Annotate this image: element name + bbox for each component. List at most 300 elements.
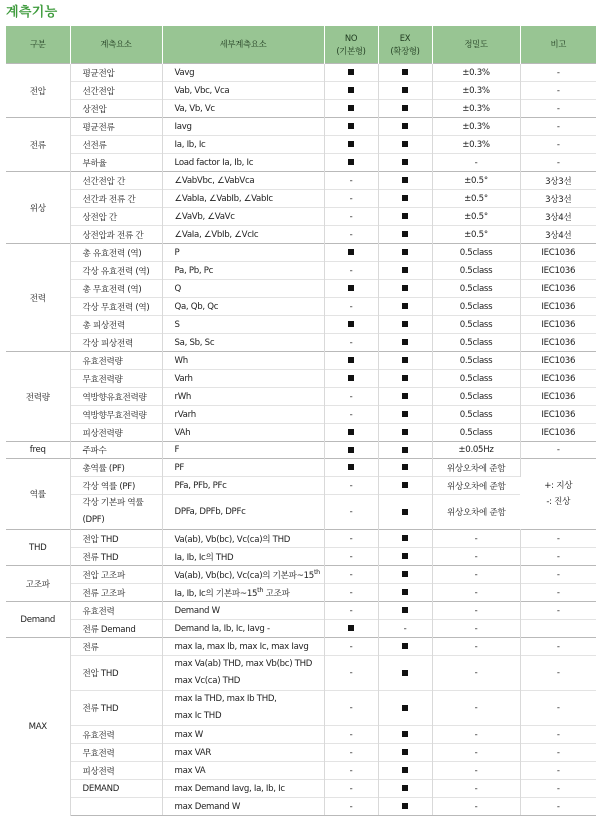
no-cell: [324, 691, 378, 726]
ex-cell: [378, 280, 432, 298]
ex-cell: [378, 638, 432, 656]
item-cell: [70, 762, 162, 780]
no-cell: [324, 118, 378, 136]
item-cell: [70, 370, 162, 388]
no-cell: [324, 334, 378, 352]
detail-cell: [162, 602, 324, 620]
note-cell: IEC1036: [520, 406, 596, 424]
filled-square-icon: [402, 339, 408, 345]
table-row: [6, 298, 596, 316]
ex-cell: [378, 388, 432, 406]
group-label: THD: [6, 530, 70, 566]
no-cell: [324, 280, 378, 298]
item-cell: [70, 316, 162, 334]
detail-cell: [162, 172, 324, 190]
header-note: 비고: [520, 26, 596, 64]
accuracy-cell: ±0.3%: [432, 64, 520, 82]
ex-cell: [378, 208, 432, 226]
detail-text: Va, Vb, Vc: [174, 103, 215, 114]
item-text: 각상 역률 (PF): [82, 481, 136, 492]
accuracy-cell: 0.5class: [432, 316, 520, 334]
table-row: [6, 548, 596, 566]
filled-square-icon: [402, 785, 408, 791]
filled-square-icon: [402, 571, 408, 577]
accuracy-cell: ±0.5°: [432, 226, 520, 244]
detail-cell: [162, 744, 324, 762]
item-cell: [70, 298, 162, 316]
detail-text: Ia, Ib, Ic: [174, 139, 206, 150]
ex-cell: [378, 100, 432, 118]
accuracy-cell: -: [432, 656, 520, 691]
filled-square-icon: [402, 553, 408, 559]
table-row: [6, 100, 596, 118]
note-cell: -: [520, 100, 596, 118]
filled-square-icon: [348, 249, 354, 255]
item-cell: [70, 424, 162, 442]
ex-cell: [378, 602, 432, 620]
ex-cell: [378, 477, 432, 495]
item-text: 부하율: [82, 158, 107, 169]
note-line1: +: 지상: [544, 481, 573, 491]
filled-square-icon: [348, 625, 354, 631]
detail-cell: [162, 136, 324, 154]
filled-square-icon: [402, 195, 408, 201]
detail-cell: [162, 691, 324, 726]
detail-cell: [162, 442, 324, 459]
no-cell-text: -: [349, 337, 353, 348]
note-cell: IEC1036: [520, 352, 596, 370]
detail-text: DPFa, DPFb, DPFc: [174, 507, 246, 517]
table-row: [6, 762, 596, 780]
item-line1: 각상 기본파 역률: [82, 498, 144, 508]
no-cell: [324, 459, 378, 477]
item-text: 각상 무효전력 (역): [82, 302, 150, 313]
table-row: [6, 424, 596, 442]
item-text: 각상 피상전력: [82, 338, 133, 349]
no-cell: [324, 298, 378, 316]
no-cell-text: -: [349, 587, 353, 598]
filled-square-icon: [402, 375, 408, 381]
detail-text: max Demand W: [174, 801, 241, 812]
no-cell: [324, 762, 378, 780]
detail-text: Sa, Sb, Sc: [174, 337, 215, 348]
accuracy-cell: 위상오차에 준함: [432, 459, 520, 477]
accuracy-cell: ±0.5°: [432, 208, 520, 226]
item-cell: [70, 602, 162, 620]
detail-cell: [162, 262, 324, 280]
detail-text: Varh: [174, 373, 193, 384]
no-cell-text: -: [349, 480, 353, 491]
filled-square-icon: [402, 464, 408, 470]
accuracy-cell: ±0.3%: [432, 118, 520, 136]
filled-square-icon: [348, 464, 354, 470]
no-cell-text: -: [349, 703, 353, 713]
no-cell-text: -: [349, 551, 353, 562]
note-cell: -: [520, 442, 596, 459]
filled-square-icon: [348, 429, 354, 435]
item-cell: [70, 352, 162, 370]
detail-cell: [162, 548, 324, 566]
table-row: [6, 530, 596, 548]
item-text: 평균전압: [82, 68, 115, 79]
detail-cell: [162, 298, 324, 316]
accuracy-cell: -: [432, 762, 520, 780]
item-cell: [70, 64, 162, 82]
no-cell: [324, 136, 378, 154]
detail-text: max VA: [174, 765, 206, 776]
detail-text: Ia, Ib, Ic의 기본파~15: [174, 588, 258, 599]
note-cell: IEC1036: [520, 262, 596, 280]
no-cell: [324, 495, 378, 530]
header-ex-line1: EX: [399, 32, 411, 43]
detail-cell: [162, 334, 324, 352]
filled-square-icon: [402, 509, 408, 515]
no-cell: [324, 316, 378, 334]
detail-text: Va(ab), Vb(bc), Vc(ca)의 기본파~15: [174, 570, 314, 581]
accuracy-cell: ±0.3%: [432, 136, 520, 154]
table-row: [6, 334, 596, 352]
accuracy-cell: -: [432, 691, 520, 726]
accuracy-cell: ±0.5°: [432, 190, 520, 208]
item-text: 역방향무효전력량: [82, 410, 147, 421]
filled-square-icon: [348, 321, 354, 327]
note-cell: -: [520, 691, 596, 726]
no-cell-text: -: [349, 193, 353, 204]
no-cell: [324, 530, 378, 548]
group-label: freq: [6, 442, 70, 459]
item-cell: [70, 262, 162, 280]
accuracy-cell: ±0.3%: [432, 82, 520, 100]
detail-text: Q: [174, 283, 181, 294]
table-row: [6, 406, 596, 424]
note-cell: -: [520, 726, 596, 744]
item-text: 총역률 (PF): [82, 463, 125, 474]
table-row: [6, 262, 596, 280]
no-cell: [324, 744, 378, 762]
group-label: Demand: [6, 602, 70, 638]
note-cell: IEC1036: [520, 424, 596, 442]
header-no-line2: (기본형): [336, 45, 366, 56]
ex-cell: [378, 459, 432, 477]
table-row: [6, 620, 596, 638]
ex-cell: [378, 406, 432, 424]
note-cell: -: [520, 64, 596, 82]
detail-cell: [162, 280, 324, 298]
table-row: [6, 154, 596, 172]
note-cell: IEC1036: [520, 280, 596, 298]
item-cell: [70, 638, 162, 656]
item-text: 전류 THD: [82, 704, 119, 714]
filled-square-icon: [402, 429, 408, 435]
table-row: [6, 602, 596, 620]
accuracy-cell: ±0.05Hz: [432, 442, 520, 459]
group-label: MAX: [6, 638, 70, 816]
no-cell: [324, 602, 378, 620]
no-cell-text: -: [349, 265, 353, 276]
accuracy-cell: 0.5class: [432, 334, 520, 352]
detail-line1: max Va(ab) THD, max Vb(bc) THD: [174, 659, 313, 669]
detail-text: F: [174, 445, 180, 455]
item-text: 상전압: [82, 104, 107, 115]
table-row: [6, 190, 596, 208]
ex-cell: [378, 584, 432, 602]
filled-square-icon: [402, 69, 408, 75]
filled-square-icon: [402, 87, 408, 93]
group-label: 고조파: [6, 566, 70, 602]
no-cell: [324, 352, 378, 370]
detail-cell: [162, 726, 324, 744]
table-row: [6, 495, 596, 530]
no-cell: [324, 477, 378, 495]
filled-square-icon: [402, 803, 408, 809]
detail-cell: [162, 64, 324, 82]
detail-text: max Ia, max Ib, max Ic, max Iavg: [174, 641, 309, 652]
note-cell: IEC1036: [520, 334, 596, 352]
no-cell-text: -: [349, 605, 353, 616]
table-row: [6, 566, 596, 584]
ex-cell: [378, 656, 432, 691]
ex-cell: [378, 334, 432, 352]
note-cell: -: [520, 118, 596, 136]
ex-cell: [378, 136, 432, 154]
detail-line2: max Vc(ca) THD: [174, 676, 241, 686]
header-item: 계측요소: [70, 26, 162, 64]
table-row: [6, 244, 596, 262]
no-cell-text: -: [349, 801, 353, 812]
no-cell-text: -: [349, 533, 353, 544]
no-cell: [324, 656, 378, 691]
filled-square-icon: [402, 705, 408, 711]
no-cell-text: -: [349, 668, 353, 678]
table-row: [6, 82, 596, 100]
header-ex: [378, 26, 432, 64]
ex-cell: [378, 530, 432, 548]
item-cell: [70, 280, 162, 298]
ex-cell: [378, 316, 432, 334]
group-label: 전류: [6, 118, 70, 172]
no-cell-text: -: [349, 175, 353, 186]
accuracy-cell: -: [432, 798, 520, 816]
detail-cell: [162, 388, 324, 406]
item-text: 선간전압: [82, 86, 115, 97]
note-cell: -: [520, 154, 596, 172]
item-cell: [70, 798, 162, 816]
filled-square-icon: [348, 141, 354, 147]
ex-cell: [378, 226, 432, 244]
detail-line2: max Ic THD: [174, 711, 222, 721]
item-text: 선간전압 간: [82, 176, 125, 187]
item-text: 전류: [82, 642, 99, 653]
filled-square-icon: [402, 141, 408, 147]
note-cell: IEC1036: [520, 298, 596, 316]
table-row: [6, 136, 596, 154]
header-no: [324, 26, 378, 64]
item-cell: [70, 334, 162, 352]
no-cell: [324, 154, 378, 172]
ex-cell: [378, 691, 432, 726]
detail-text: Vab, Vbc, Vca: [174, 85, 230, 96]
note-cell: 3상4선: [520, 226, 596, 244]
detail-cell: [162, 100, 324, 118]
item-cell: [70, 530, 162, 548]
note-cell: IEC1036: [520, 316, 596, 334]
accuracy-cell: 0.5class: [432, 424, 520, 442]
detail-cell: [162, 316, 324, 334]
no-cell: [324, 424, 378, 442]
table-row: [6, 442, 596, 459]
item-text: 각상 유효전력 (역): [82, 266, 150, 277]
item-text: 전압 THD: [82, 669, 119, 679]
item-text: 전압 고조파: [82, 570, 125, 581]
note-cell: -: [520, 530, 596, 548]
detail-text: Demand W: [174, 605, 220, 616]
no-cell: [324, 780, 378, 798]
no-cell-text: -: [349, 301, 353, 312]
item-text: 상전압과 전류 간: [82, 230, 144, 241]
note-cell: 3상3선: [520, 172, 596, 190]
detail-cell: [162, 190, 324, 208]
filled-square-icon: [402, 357, 408, 363]
table-row: [6, 780, 596, 798]
item-text: 피상전력량: [82, 428, 123, 439]
filled-square-icon: [402, 670, 408, 676]
detail-text: P: [174, 247, 180, 258]
ex-cell: [378, 244, 432, 262]
note-cell: -: [520, 638, 596, 656]
item-cell: [70, 726, 162, 744]
filled-square-icon: [348, 285, 354, 291]
table-row: [6, 584, 596, 602]
detail-cell: [162, 82, 324, 100]
detail-text: Ia, Ib, Ic의 THD: [174, 552, 234, 563]
no-cell-text: -: [349, 507, 353, 517]
table-header-row: [6, 26, 596, 64]
item-cell: [70, 154, 162, 172]
item-text: 선간과 전류 간: [82, 194, 136, 205]
detail-text: rVarh: [174, 409, 196, 420]
detail-text: max Demand Iavg, Ia, Ib, Ic: [174, 783, 285, 794]
filled-square-icon: [402, 177, 408, 183]
item-cell: [70, 691, 162, 726]
no-cell: [324, 64, 378, 82]
no-cell-text: -: [349, 391, 353, 402]
group-label: 역률: [6, 459, 70, 530]
detail-cell: [162, 620, 324, 638]
ex-cell: [378, 620, 432, 638]
detail-cell: [162, 244, 324, 262]
detail-cell: [162, 638, 324, 656]
detail-cell: [162, 566, 324, 584]
filled-square-icon: [402, 285, 408, 291]
no-cell: [324, 82, 378, 100]
item-cell: [70, 459, 162, 477]
item-cell: [70, 495, 162, 530]
item-text: 상전압 간: [82, 212, 117, 223]
accuracy-cell: 0.5class: [432, 406, 520, 424]
detail-cell: [162, 352, 324, 370]
accuracy-cell: 0.5class: [432, 352, 520, 370]
accuracy-cell: -: [432, 584, 520, 602]
table-row: [6, 656, 596, 691]
detail-text: Demand Ia, Ib, Ic, Iavg -: [174, 623, 270, 634]
detail-text: Iavg: [174, 121, 192, 132]
accuracy-cell: -: [432, 566, 520, 584]
detail-text: ∠VaVb, ∠VaVc: [174, 211, 235, 222]
ex-cell: [378, 744, 432, 762]
filled-square-icon: [402, 393, 408, 399]
detail-cell: [162, 530, 324, 548]
note-cell: 3상4선: [520, 208, 596, 226]
header-no-line1: NO: [344, 32, 358, 43]
filled-square-icon: [402, 231, 408, 237]
item-cell: [70, 620, 162, 638]
filled-square-icon: [348, 375, 354, 381]
accuracy-cell: -: [432, 726, 520, 744]
item-cell: [70, 744, 162, 762]
item-text: 유효전력: [82, 730, 115, 741]
filled-square-icon: [348, 123, 354, 129]
ex-cell: [378, 780, 432, 798]
detail-line1: max Ia THD, max Ib THD,: [174, 694, 277, 704]
ex-cell: [378, 726, 432, 744]
no-cell: [324, 226, 378, 244]
item-text: 전압 THD: [82, 534, 119, 545]
note-cell: -: [520, 584, 596, 602]
note-cell: -: [520, 82, 596, 100]
note-cell: [520, 620, 596, 638]
item-cell: [70, 566, 162, 584]
group-label: 전력: [6, 244, 70, 352]
ex-cell: [378, 424, 432, 442]
filled-square-icon: [402, 411, 408, 417]
detail-text: VAh: [174, 427, 191, 438]
header-group: 구분: [6, 26, 70, 64]
ex-cell: [378, 352, 432, 370]
detail-text: ∠VabVbc, ∠VabVca: [174, 175, 255, 186]
item-cell: [70, 656, 162, 691]
table-row: [6, 726, 596, 744]
detail-superscript: th: [313, 567, 321, 576]
no-cell-text: -: [349, 765, 353, 776]
filled-square-icon: [348, 69, 354, 75]
filled-square-icon: [402, 159, 408, 165]
filled-square-icon: [402, 643, 408, 649]
note-cell: 3상3선: [520, 190, 596, 208]
ex-cell: [378, 172, 432, 190]
detail-cell: [162, 424, 324, 442]
item-cell: [70, 208, 162, 226]
item-text: 주파수: [82, 446, 107, 456]
no-cell-text: -: [349, 641, 353, 652]
ex-cell: [378, 495, 432, 530]
no-cell: [324, 726, 378, 744]
item-text: 총 피상전력: [82, 320, 125, 331]
no-cell-text: -: [349, 729, 353, 740]
item-text: 총 무효전력 (역): [82, 284, 142, 295]
item-cell: [70, 548, 162, 566]
item-cell: [70, 100, 162, 118]
filled-square-icon: [402, 321, 408, 327]
ex-cell: [378, 298, 432, 316]
filled-square-icon: [402, 303, 408, 309]
filled-square-icon: [402, 213, 408, 219]
detail-text: max VAR: [174, 747, 212, 758]
detail-text: Va(ab), Vb(bc), Vc(ca)의 THD: [174, 534, 291, 545]
item-cell: [70, 477, 162, 495]
filled-square-icon: [402, 767, 408, 773]
no-cell: [324, 370, 378, 388]
note-cell: -: [520, 762, 596, 780]
